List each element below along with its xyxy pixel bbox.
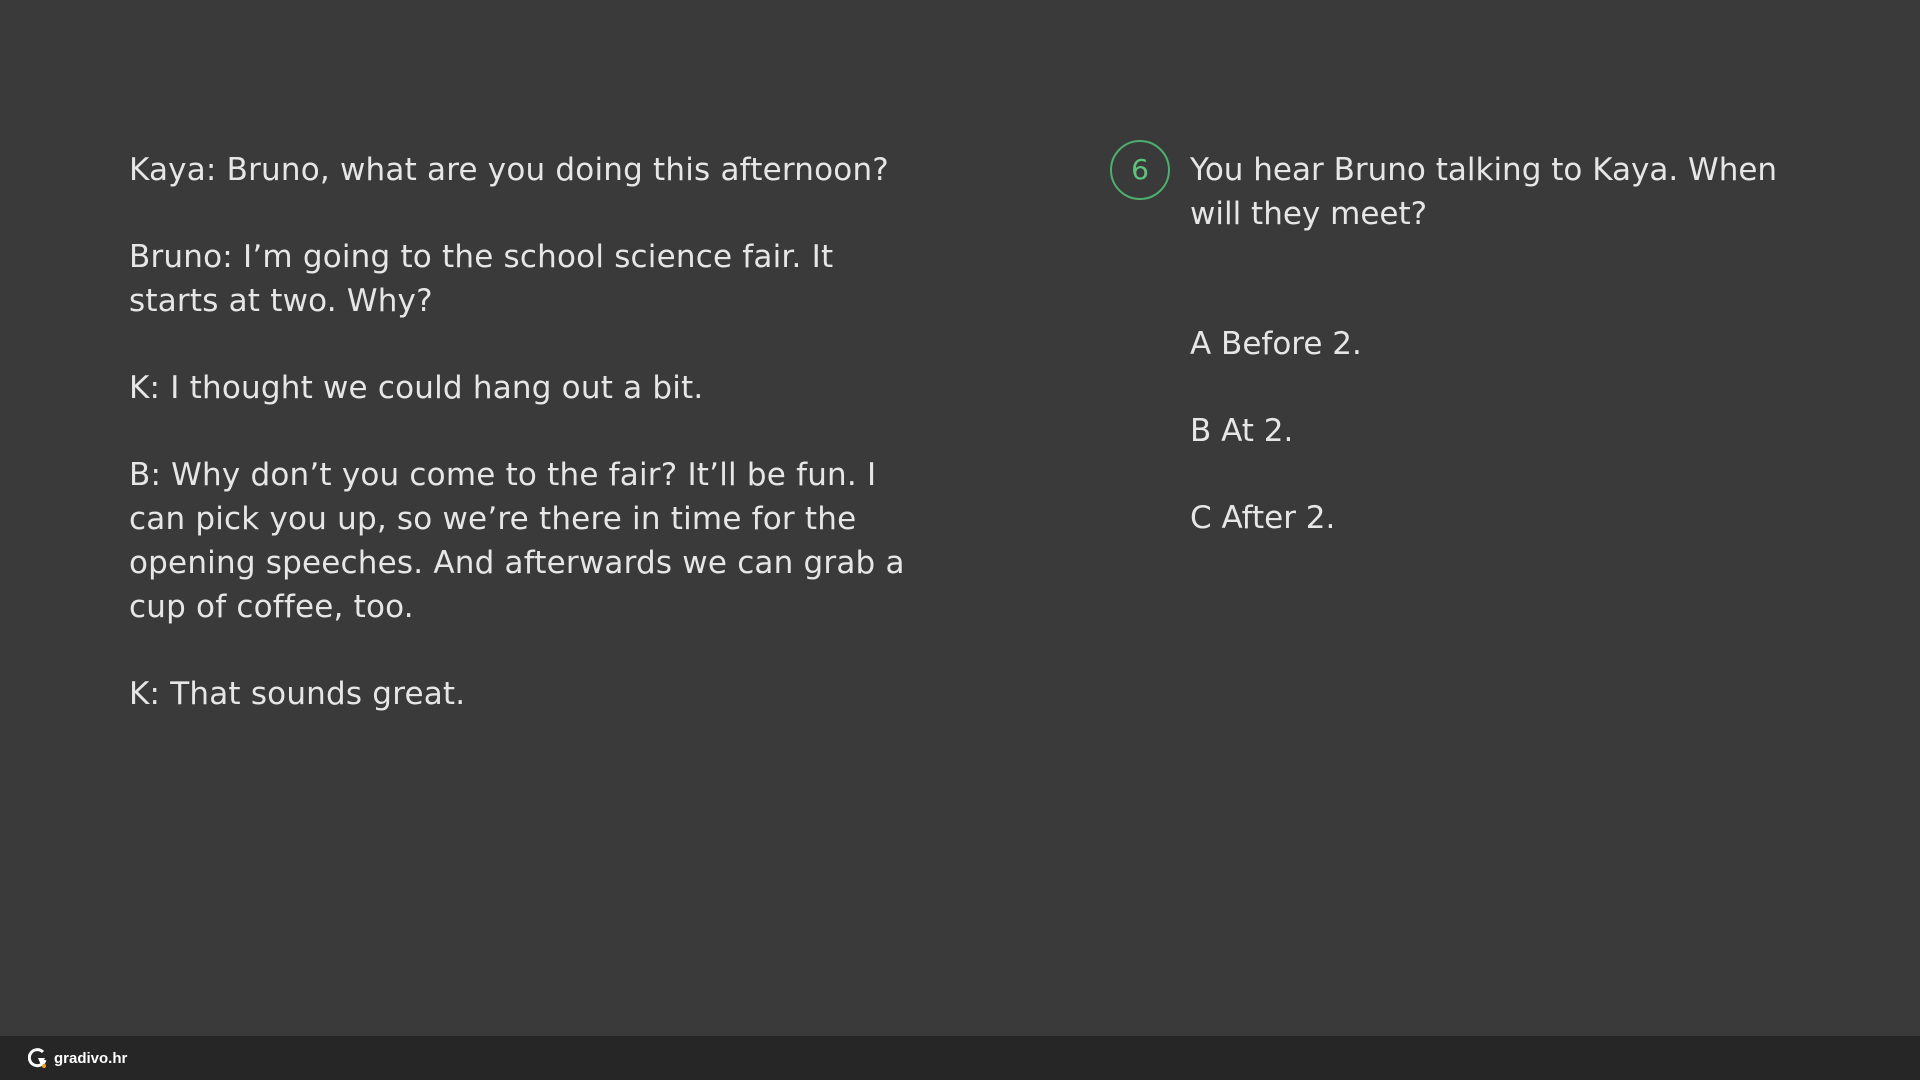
dialogue-transcript	[129, 148, 929, 759]
answer-option-c[interactable]: C After 2.	[1190, 500, 1336, 536]
dialogue-line: K: That sounds great.	[129, 676, 466, 712]
question-text: You hear Bruno talking to Kaya. When will they meet?	[1190, 152, 1778, 232]
answer-option-a[interactable]: A Before 2.	[1190, 326, 1362, 362]
answer-options	[1190, 322, 1362, 583]
question-number-badge: 6	[1110, 140, 1170, 200]
brand-name: gradivo.hr	[54, 1049, 128, 1067]
dialogue-line: B: Why don’t you come to the fair? It’ll be fun. I can pick you up, so we’re there in time for the opening speeches. And afterwards we can grab a cup of coffee, too.	[129, 457, 905, 625]
answer-option-b[interactable]: B At 2.	[1190, 413, 1294, 449]
dialogue-line: Kaya: Bruno, what are you doing this afternoon?	[129, 152, 889, 188]
footer-bar	[0, 1036, 1920, 1080]
brand-link[interactable]	[28, 1046, 127, 1070]
dialogue-line: K: I thought we could hang out a bit.	[129, 370, 704, 406]
dialogue-line: Bruno: I’m going to the school science fair. It starts at two. Why?	[129, 239, 834, 319]
gradivo-logo-icon	[28, 1047, 48, 1069]
